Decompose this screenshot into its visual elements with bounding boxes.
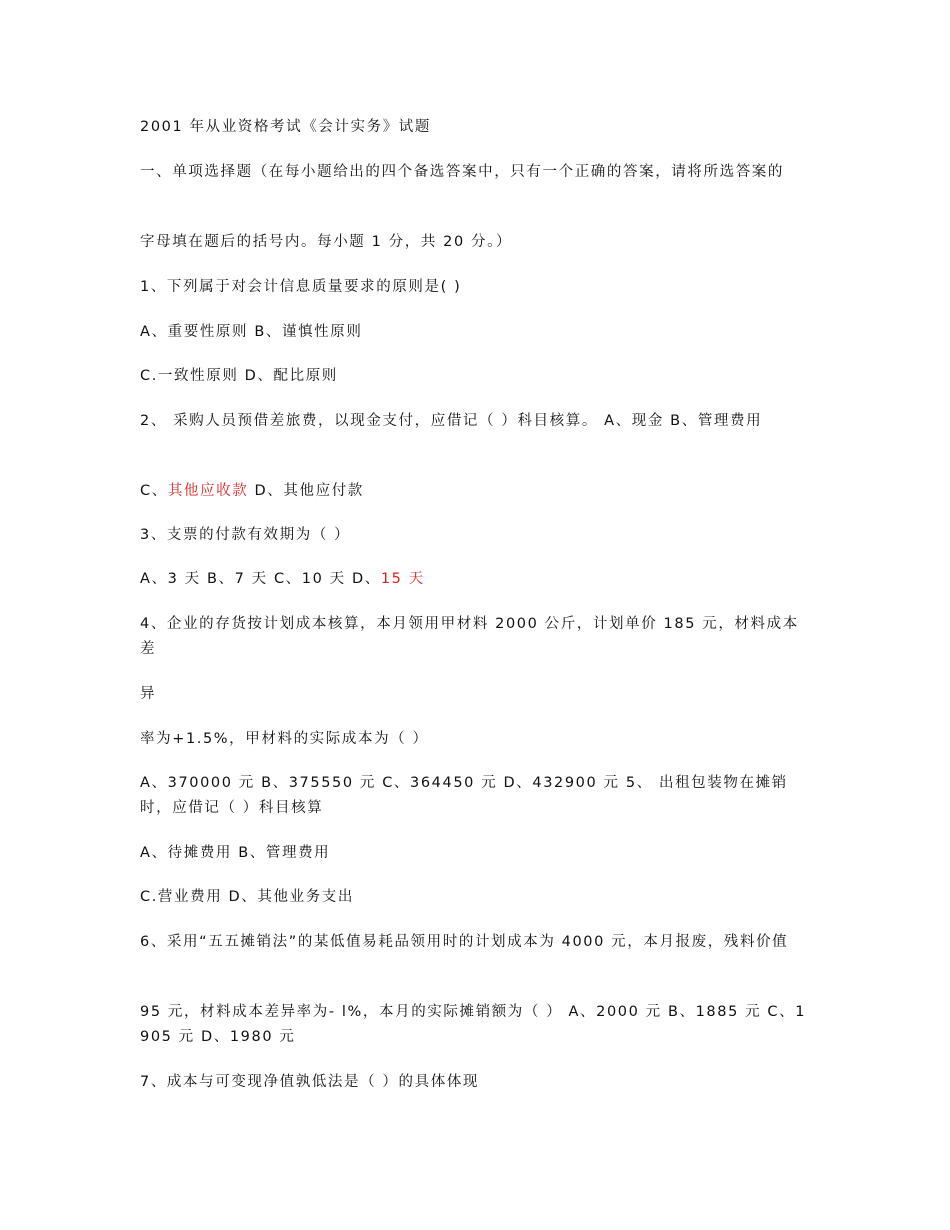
question-3-answer-highlight: 15 天 [380, 571, 425, 587]
section-header [140, 160, 810, 185]
question-3-options-prefix: A、3 天 B、7 天 C、10 天 D、 [140, 571, 381, 587]
question-2-option-c-prefix: C、 [140, 483, 168, 499]
question-5-options-ab: A、待摊费用 B、管理费用 [140, 845, 331, 861]
question-5-options-cd: C.营业费用 D、其他业务支出 [140, 889, 355, 905]
question-4-options-and-q5: A、370000 元 B、375550 元 C、364450 元 D、432900 元 5、 出租包装物在摊销时，应借记（ ）科目核算 [140, 775, 788, 816]
question-1-options-ab: A、重要性原则 B、谨慎性原则 [140, 324, 363, 340]
question-2-options-cd [140, 479, 810, 504]
question-2-stem: 2、 采购人员预借差旅费，以现金支付，应借记（ ）科目核算。 A、现金 B、管理费用 [140, 413, 763, 429]
question-7-stem: 7、成本与可变现净值孰低法是（ ）的具体体现 [140, 1074, 480, 1090]
page-title: 2001 年从业资格考试《会计实务》试题 [140, 119, 432, 135]
question-6-stem-line1: 6、采用“五五摊销法”的某低值易耗品领用时的计划成本为 4000 元，本月报废，残料价值 [140, 934, 789, 950]
section-header-line2: 字母填在题后的括号内。每小题 1 分，共 20 分。） [140, 234, 513, 250]
question-1-options-cd: C.一致性原则 D、配比原则 [140, 368, 338, 384]
question-3-stem: 3、支票的付款有效期为（ ） [140, 527, 351, 543]
question-1-stem: 1、下列属于对会计信息质量要求的原则是( ) [140, 279, 462, 295]
question-2-option-d: D、其他应付款 [248, 483, 364, 499]
question-4-stem-line2: 异 [140, 686, 157, 702]
question-6-stem-line2: 95 元，材料成本差异率为- l%，本月的实际摊销额为（ ） A、2000 元 B、1885 元 C、1905 元 D、1980 元 [140, 1004, 807, 1045]
question-3-options [140, 567, 810, 592]
question-2-answer-highlight: 其他应收款 [167, 483, 249, 499]
section-header-line1: 一、单项选择题（在每小题给出的四个备选答案中，只有一个正确的答案，请将所选答案的 [140, 164, 784, 180]
question-4-stem-line1: 4、企业的存货按计划成本核算，本月领用甲材料 2000 公斤，计划单价 185 元，材料成本差 [140, 616, 799, 657]
question-4-stem-line3: 率为+1.5%，甲材料的实际成本为（ ） [140, 731, 429, 747]
